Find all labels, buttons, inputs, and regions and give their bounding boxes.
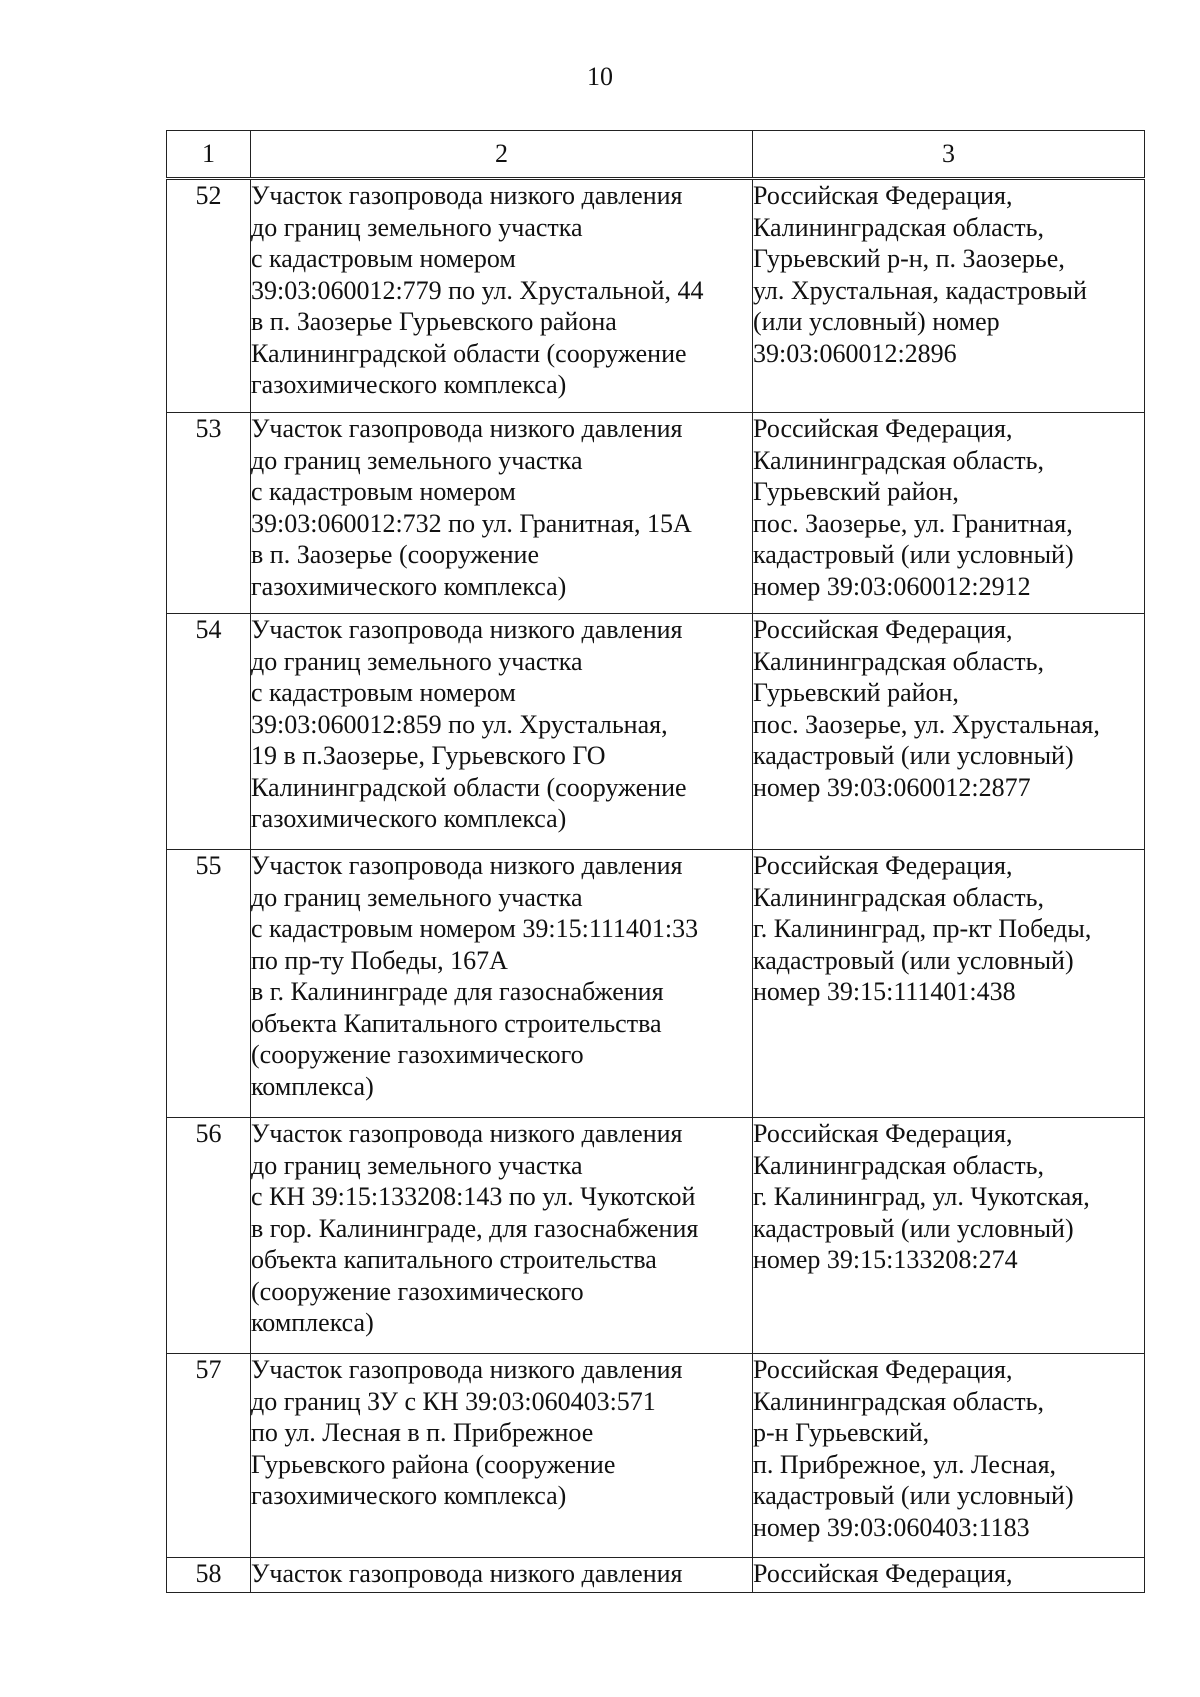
column-header-number: 1 [167, 131, 251, 179]
row-number: 53 [167, 413, 251, 614]
row-description: Участок газопровода низкого давления до границ земельного участка с кадастровым номером 39:03:060012:779 по ул. Хрустальной, 44 в п. Заозерье Гурьевского района Калининградской области (сооружение газохимического комплекса) [251, 179, 753, 413]
row-address: Российская Федерация, Калининградская область, г. Калининград, ул. Чукотская, кадастровый (или условный) номер 39:15:133208:274 [753, 1118, 1145, 1354]
row-description: Участок газопровода низкого давления до границ земельного участка с КН 39:15:133208:143 по ул. Чукотской в гор. Калининграде, для газоснабжения объекта капитального строительства (сооружение газохимического комплекса) [251, 1118, 753, 1354]
row-number: 58 [167, 1558, 251, 1593]
column-header-address: 3 [753, 131, 1145, 179]
table-header-row [167, 131, 1145, 179]
table-row [167, 1558, 1145, 1593]
table-row [167, 614, 1145, 850]
row-description: Участок газопровода низкого давления до границ земельного участка с кадастровым номером 39:03:060012:859 по ул. Хрустальная, 19 в п.Заозерье, Гурьевского ГО Калининградской области (сооружение газохимического комплекса) [251, 614, 753, 850]
row-address: Российская Федерация, Калининградская область, Гурьевский район, пос. Заозерье, ул. Хрустальная, кадастровый (или условный) номер 39:03:060012:2877 [753, 614, 1145, 850]
row-address: Российская Федерация, Калининградская область, Гурьевский район, пос. Заозерье, ул. Гранитная, кадастровый (или условный) номер 39:03:060012:2912 [753, 413, 1145, 614]
row-address: Российская Федерация, Калининградская область, г. Калининград, пр-кт Победы, кадастровый (или условный) номер 39:15:111401:438 [753, 850, 1145, 1118]
table-row [167, 179, 1145, 413]
table-row [167, 850, 1145, 1118]
row-description: Участок газопровода низкого давления до границ земельного участка с кадастровым номером 39:15:111401:33 по пр-ту Победы, 167А в г. Калининграде для газоснабжения объекта Капитального строительства (сооружение газохимического комплекса) [251, 850, 753, 1118]
row-description: Участок газопровода низкого давления до границ земельного участка с кадастровым номером 39:03:060012:732 по ул. Гранитная, 15А в п. Заозерье (сооружение газохимического комплекса) [251, 413, 753, 614]
row-number: 57 [167, 1354, 251, 1558]
row-address: Российская Федерация, Калининградская область, Гурьевский р-н, п. Заозерье, ул. Хрустальная, кадастровый (или условный) номер 39:03:060012:2896 [753, 179, 1145, 413]
row-number: 52 [167, 179, 251, 413]
page-number: 10 [587, 62, 613, 91]
table-row [167, 413, 1145, 614]
row-address: Российская Федерация, [753, 1558, 1145, 1593]
row-description: Участок газопровода низкого давления до границ ЗУ с КН 39:03:060403:571 по ул. Лесная в п. Прибрежное Гурьевского района (сооружение газохимического комплекса) [251, 1354, 753, 1558]
row-address: Российская Федерация, Калининградская область, р-н Гурьевский, п. Прибрежное, ул. Лесная, кадастровый (или условный) номер 39:03:060403:1183 [753, 1354, 1145, 1558]
row-number: 55 [167, 850, 251, 1118]
table-row [167, 1118, 1145, 1354]
row-description: Участок газопровода низкого давления [251, 1558, 753, 1593]
row-number: 54 [167, 614, 251, 850]
table-row [167, 1354, 1145, 1558]
registry-table [166, 130, 1145, 1593]
column-header-description: 2 [251, 131, 753, 179]
row-number: 56 [167, 1118, 251, 1354]
